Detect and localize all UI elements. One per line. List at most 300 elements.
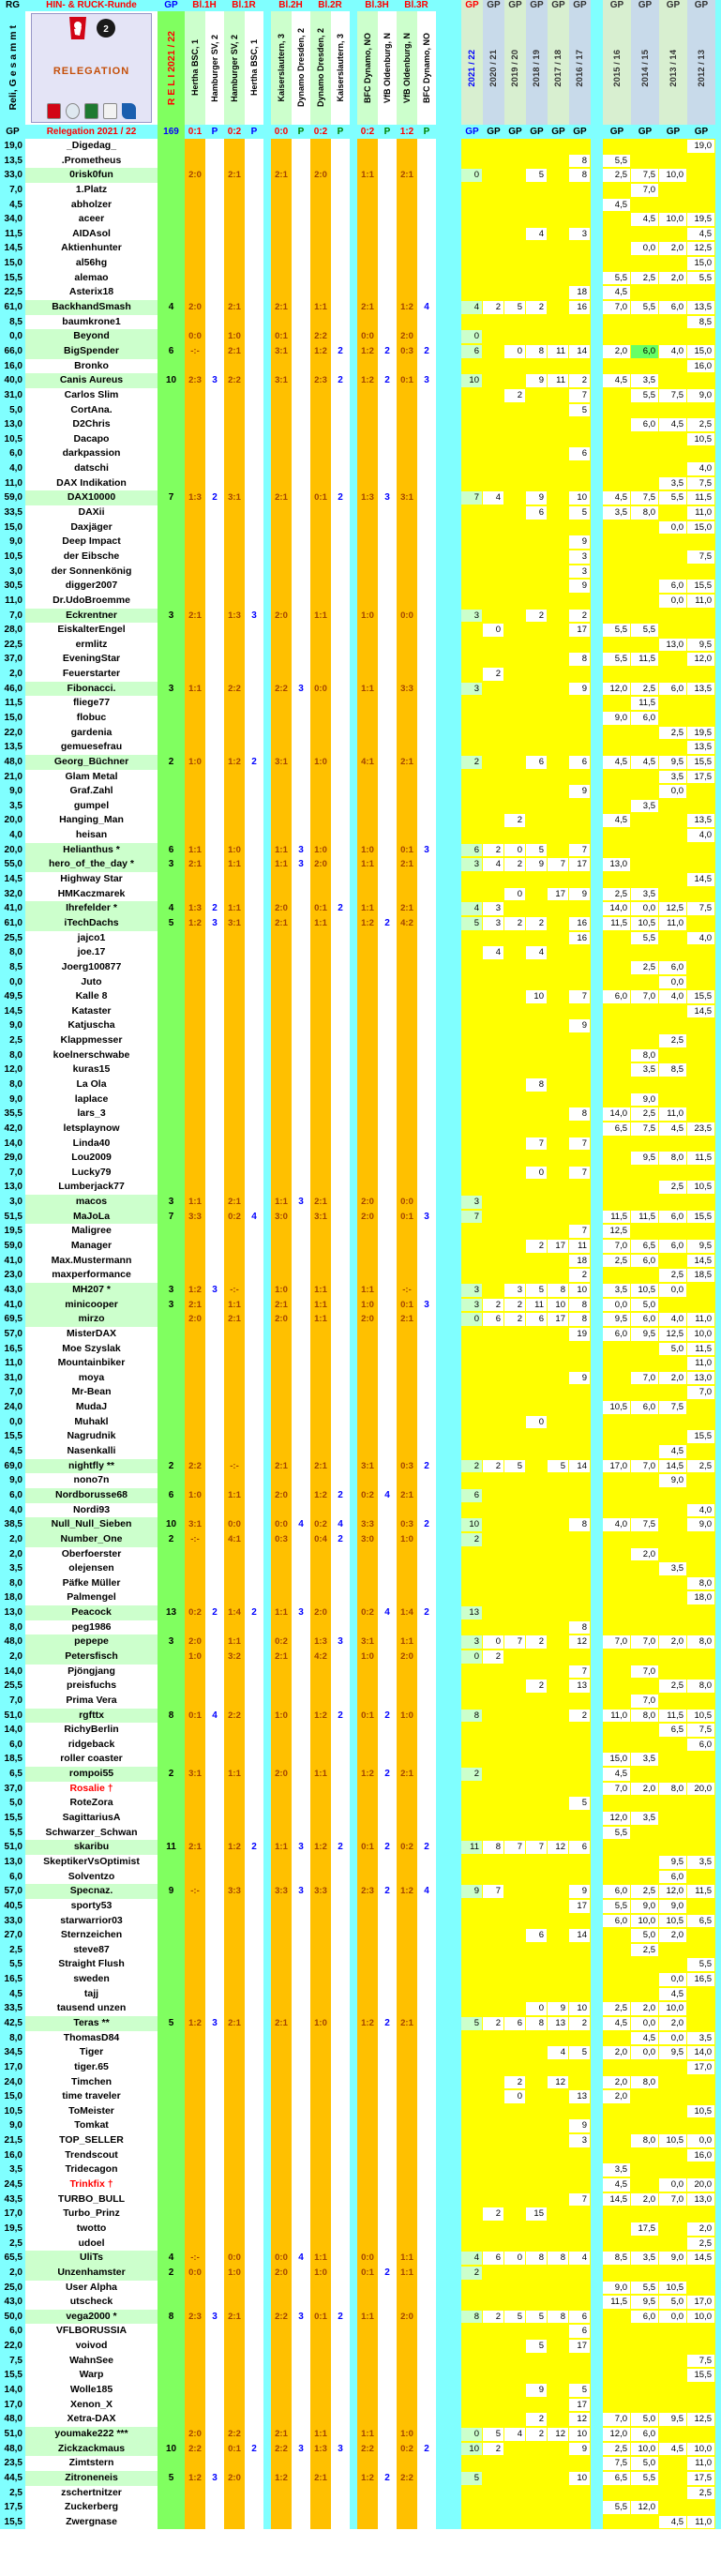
player-name[interactable]: Maligree (25, 1224, 158, 1239)
row-gap (436, 535, 461, 550)
prediction-cell (397, 1855, 417, 1870)
prediction-points-cell (292, 799, 310, 814)
gp-total-value (158, 1444, 185, 1459)
row-gap (350, 2237, 357, 2252)
season-points-cell (687, 154, 715, 169)
season-points-cell: 9 (569, 784, 591, 799)
season-points-cell (504, 271, 526, 286)
player-name[interactable]: Palmengel (25, 1590, 158, 1605)
player-name[interactable]: SagittariusA (25, 1811, 158, 1826)
season-points-cell (526, 1444, 548, 1459)
player-name[interactable]: Xetra-DAX (25, 2412, 158, 2427)
player-name[interactable]: pepepe (25, 1634, 158, 1650)
player-name[interactable]: lars_3 (25, 1107, 158, 1122)
player-name[interactable]: RoteZora (25, 1796, 158, 1811)
prediction-points-cell (205, 1767, 224, 1782)
prediction-cell (271, 2207, 292, 2222)
prediction-points-cell (378, 1517, 397, 1532)
player-name[interactable]: Muhakl (25, 1415, 158, 1430)
player-name[interactable]: Lumberjack77 (25, 1180, 158, 1195)
player-name[interactable]: time traveler (25, 2089, 158, 2104)
player-name[interactable]: sporty53 (25, 1899, 158, 1914)
player-name[interactable]: abholzer (25, 198, 158, 213)
prediction-cell (357, 550, 378, 565)
season-points-cell (526, 520, 548, 535)
player-name[interactable]: D2Chris (25, 417, 158, 432)
player-name[interactable]: Joerg100877 (25, 960, 158, 975)
player-name[interactable]: La Ola (25, 1077, 158, 1092)
player-name[interactable]: preisfuchs (25, 1679, 158, 1694)
player-name[interactable]: Juto (25, 975, 158, 990)
rank-value: 3,0 (0, 1195, 25, 1210)
season-points-cell (603, 1488, 631, 1503)
row-gap (263, 1473, 271, 1488)
row-gap (263, 300, 271, 315)
player-name[interactable]: Highway Star (25, 872, 158, 887)
player-name[interactable]: Unzenhamster (25, 2266, 158, 2281)
prediction-points-cell (245, 212, 263, 227)
player-name[interactable]: Canis Aureus (25, 373, 158, 388)
player-name[interactable]: minicooper (25, 1298, 158, 1313)
player-name[interactable]: utscheck (25, 2295, 158, 2310)
player-name[interactable]: Solventzo (25, 1870, 158, 1885)
player-name[interactable]: Null_Null_Sieben (25, 1517, 158, 1532)
row-gap (350, 2251, 357, 2266)
season-points-cell (603, 1957, 631, 1972)
prediction-cell (397, 1122, 417, 1137)
player-name[interactable]: kuras15 (25, 1062, 158, 1077)
player-name[interactable]: fliege77 (25, 696, 158, 711)
row-gap (263, 1444, 271, 1459)
row-gap (350, 1166, 357, 1181)
player-name[interactable]: aceer (25, 212, 158, 227)
season-points-cell (548, 241, 569, 256)
player-name[interactable]: skaribu (25, 1840, 158, 1855)
prediction-cell (357, 154, 378, 169)
player-name[interactable]: voivod (25, 2339, 158, 2354)
season-points-cell (603, 550, 631, 565)
season-points-cell (548, 2281, 569, 2296)
season-points-cell (603, 2354, 631, 2369)
prediction-points-cell (417, 828, 436, 843)
player-name[interactable]: roller coaster (25, 1752, 158, 1767)
player-name[interactable]: Pjöngjang (25, 1665, 158, 1680)
player-name[interactable]: BigSpender (25, 344, 158, 359)
player-name[interactable]: Graf.Zahl (25, 784, 158, 799)
player-name[interactable]: Beyond (25, 329, 158, 344)
gp-total-value (158, 1224, 185, 1239)
player-name[interactable]: Rosalie † (25, 1782, 158, 1797)
prediction-points-cell (245, 168, 263, 183)
season-points-cell (526, 1855, 548, 1870)
player-name[interactable]: Ihrefelder * (25, 901, 158, 916)
player-name[interactable]: Manager (25, 1239, 158, 1254)
table-row (0, 139, 721, 154)
season-points-cell (504, 1004, 526, 1019)
prediction-cell (271, 1899, 292, 1914)
player-name[interactable]: UliTs (25, 2251, 158, 2266)
player-name[interactable]: der Sonnenkönig (25, 565, 158, 580)
player-name[interactable]: laplace (25, 1092, 158, 1107)
prediction-points-cell (245, 2281, 263, 2296)
season-points-cell: 13 (548, 2016, 569, 2031)
player-name[interactable]: al56hg (25, 256, 158, 271)
prediction-cell (310, 1620, 331, 1635)
player-name[interactable]: alemao (25, 271, 158, 286)
row-gap (436, 1972, 461, 1987)
season-points-cell (569, 1957, 591, 1972)
player-name[interactable]: digger2007 (25, 579, 158, 594)
prediction-points-cell (205, 2001, 224, 2016)
player-name[interactable]: udoel (25, 2237, 158, 2252)
row-gap (350, 1620, 357, 1635)
season-points-cell (526, 1796, 548, 1811)
prediction-points-cell (417, 1767, 436, 1782)
player-name[interactable]: Teras ** (25, 2016, 158, 2031)
player-name[interactable]: Trendscout (25, 2148, 158, 2163)
player-name[interactable]: macos (25, 1195, 158, 1210)
player-name[interactable]: Glam Metal (25, 770, 158, 785)
player-name[interactable]: .Prometheus (25, 154, 158, 169)
prediction-cell (224, 652, 245, 667)
season-points-cell: 0,0 (659, 520, 687, 535)
prediction-cell (310, 1782, 331, 1797)
season-points-cell (548, 740, 569, 755)
player-name[interactable]: Dr.UdoBroemme (25, 594, 158, 609)
prediction-cell (271, 1062, 292, 1077)
player-name[interactable]: Tridecagon (25, 2162, 158, 2177)
player-name[interactable]: DAX10000 (25, 490, 158, 505)
player-name[interactable]: sweden (25, 1972, 158, 1987)
player-name[interactable]: Nasenkalli (25, 1444, 158, 1459)
row-end-cap (715, 1268, 721, 1283)
player-name[interactable]: darkpassion (25, 446, 158, 461)
player-name[interactable]: DAX Indikation (25, 476, 158, 491)
player-name[interactable]: iTechDachs (25, 916, 158, 931)
season-points-cell: 4,0 (659, 344, 687, 359)
player-name[interactable]: WahnSee (25, 2354, 158, 2369)
table-row (0, 1957, 721, 1972)
rank-value: 5,0 (0, 1796, 25, 1811)
season-points-cell: 6 (569, 755, 591, 770)
player-name[interactable]: Daxjäger (25, 520, 158, 535)
prediction-cell (185, 1224, 205, 1239)
season-points-cell (483, 1429, 504, 1444)
season-points-cell: 2,0 (603, 2075, 631, 2090)
season-points-cell: 2 (504, 813, 526, 828)
row-gap (350, 2075, 357, 2090)
prediction-cell (224, 271, 245, 286)
season-points-cell (526, 2060, 548, 2075)
player-name[interactable]: Lucky79 (25, 1166, 158, 1181)
player-name[interactable]: RichyBerlin (25, 1723, 158, 1738)
player-name[interactable]: datschi (25, 461, 158, 476)
season-points-cell (526, 623, 548, 638)
prediction-points-cell (205, 359, 224, 374)
player-name[interactable]: vega2000 * (25, 2310, 158, 2325)
season-points-cell (461, 1062, 483, 1077)
prediction-points-cell (205, 1137, 224, 1152)
player-name[interactable]: Moe Szyslak (25, 1342, 158, 1357)
player-name[interactable]: Linda40 (25, 1137, 158, 1152)
season-points-cell (631, 1840, 659, 1855)
player-name[interactable]: Timchen (25, 2075, 158, 2090)
prediction-points-cell (205, 1004, 224, 1019)
prediction-points-cell (245, 2207, 263, 2222)
player-name[interactable]: Specnaz. (25, 1884, 158, 1899)
prediction-cell: 1:1 (185, 682, 205, 697)
player-name[interactable]: User Alpha (25, 2281, 158, 2296)
player-name[interactable]: rgfttx (25, 1709, 158, 1724)
player-name[interactable]: ridgeback (25, 1738, 158, 1753)
player-name[interactable]: BackhandSmash (25, 300, 158, 315)
prediction-cell (271, 2222, 292, 2237)
player-name[interactable]: EveningStar (25, 652, 158, 667)
player-name[interactable]: Mr-Bean (25, 1385, 158, 1400)
prediction-cell (397, 1576, 417, 1591)
prediction-cell (271, 198, 292, 213)
season-points-cell: 6 (526, 1928, 548, 1943)
row-gap (350, 1371, 357, 1386)
player-name[interactable]: hero_of_the_day * (25, 857, 158, 872)
gp-total-value (158, 271, 185, 286)
player-name[interactable]: Tiger (25, 2045, 158, 2060)
row-gap (436, 1195, 461, 1210)
player-name[interactable]: Xenon_X (25, 2398, 158, 2413)
player-name[interactable]: MudaJ (25, 1400, 158, 1415)
prediction-cell (271, 1429, 292, 1444)
season-points-cell (548, 2089, 569, 2104)
player-name[interactable]: gardenia (25, 726, 158, 741)
row-gap (263, 1180, 271, 1195)
season-points-cell (548, 1415, 569, 1430)
season-points-cell (631, 784, 659, 799)
player-name[interactable]: Dacapo (25, 432, 158, 447)
player-name[interactable]: peg1986 (25, 1620, 158, 1635)
player-name[interactable]: Mountainbiker (25, 1356, 158, 1371)
player-name[interactable]: Zickzackmaus (25, 2442, 158, 2457)
player-name[interactable]: AIDAsol (25, 227, 158, 242)
season-points-cell: 2 (483, 1650, 504, 1665)
prediction-cell (185, 2383, 205, 2398)
player-name[interactable]: Trinkfix † (25, 2177, 158, 2192)
player-name[interactable]: Helianthus * (25, 843, 158, 858)
player-name[interactable]: Feuerstarter (25, 667, 158, 682)
player-name[interactable]: Number_One (25, 1532, 158, 1547)
row-gap (436, 887, 461, 902)
player-name[interactable]: jajco1 (25, 931, 158, 946)
player-name[interactable]: Max.Mustermann (25, 1254, 158, 1269)
player-name[interactable]: youmake222 *** (25, 2427, 158, 2442)
prediction-cell (271, 1943, 292, 1958)
prediction-points-cell: 2 (331, 1488, 350, 1503)
player-name[interactable]: SkeptikerVsOptimist (25, 1855, 158, 1870)
season-points-cell (659, 843, 687, 858)
player-name[interactable]: gumpel (25, 799, 158, 814)
player-name[interactable]: Fibonacci. (25, 682, 158, 697)
player-name[interactable]: Carlos Slim (25, 388, 158, 403)
season-points-cell (659, 2118, 687, 2133)
player-name[interactable]: Sternzeichen (25, 1928, 158, 1943)
player-name[interactable]: letsplaynow (25, 1122, 158, 1137)
player-name[interactable]: Aktienhunter (25, 241, 158, 256)
season-points-cell (461, 726, 483, 741)
player-name[interactable]: Georg_Büchner (25, 755, 158, 770)
player-name[interactable]: Nordborusse68 (25, 1488, 158, 1503)
prediction-cell: 2:0 (357, 1195, 378, 1210)
row-gap (591, 271, 603, 286)
prediction-points-cell (378, 1048, 397, 1063)
prediction-points-cell (245, 490, 263, 505)
player-name[interactable]: moya (25, 1371, 158, 1386)
prediction-points-cell (205, 1033, 224, 1048)
player-name[interactable]: Hanging_Man (25, 813, 158, 828)
player-name[interactable]: Straight Flush (25, 1957, 158, 1972)
season-points-cell (526, 1650, 548, 1665)
player-name[interactable]: ToMeister (25, 2104, 158, 2119)
player-name[interactable]: Warp (25, 2368, 158, 2383)
row-gap (350, 828, 357, 843)
player-name[interactable]: maxperformance (25, 1268, 158, 1283)
player-name[interactable]: Eckrentner (25, 609, 158, 624)
player-name[interactable]: 1.Platz (25, 183, 158, 198)
row-gap (436, 2192, 461, 2207)
player-name[interactable]: der Eibsche (25, 550, 158, 565)
prediction-cell: 1:0 (310, 2016, 331, 2031)
gp-total-value (158, 1590, 185, 1605)
prediction-points-cell (245, 1488, 263, 1503)
player-name[interactable]: mirzo (25, 1312, 158, 1327)
season-points-cell: 3 (461, 609, 483, 624)
season-points-cell (631, 667, 659, 682)
player-name[interactable]: Lou2009 (25, 1151, 158, 1166)
season-points-cell (483, 1283, 504, 1298)
season-points-cell (548, 403, 569, 418)
player-name[interactable]: CortAna. (25, 403, 158, 418)
prediction-cell (185, 2133, 205, 2148)
prediction-points-cell: 3 (292, 1195, 310, 1210)
season-points-cell (631, 432, 659, 447)
player-name[interactable]: gemuesefrau (25, 740, 158, 755)
player-name[interactable]: TURBO_BULL (25, 2192, 158, 2207)
prediction-points-cell (205, 1650, 224, 1665)
player-name[interactable]: rompoi55 (25, 1767, 158, 1782)
player-name[interactable]: tajj (25, 1987, 158, 2002)
season-points-cell: 11 (548, 373, 569, 388)
prediction-points-cell (292, 2281, 310, 2296)
player-name[interactable]: Nordi93 (25, 1503, 158, 1518)
player-name[interactable]: starwarrior03 (25, 1914, 158, 1929)
player-name[interactable]: heisan (25, 828, 158, 843)
prediction-points-cell (205, 711, 224, 726)
player-name[interactable]: VFLBORUSSIA (25, 2324, 158, 2339)
prediction-cell (310, 139, 331, 154)
player-name[interactable]: Katjuscha (25, 1018, 158, 1033)
player-name[interactable]: twotto (25, 2222, 158, 2237)
player-name[interactable]: Peacock (25, 1605, 158, 1620)
season-points-cell (483, 2222, 504, 2237)
season-points-cell (504, 1899, 526, 1914)
player-name[interactable]: Wolle185 (25, 2383, 158, 2398)
player-name[interactable]: Petersfisch (25, 1650, 158, 1665)
player-name[interactable]: Bronko (25, 359, 158, 374)
row-gap (591, 931, 603, 946)
season-points-cell (504, 755, 526, 770)
prediction-cell (185, 1928, 205, 1943)
player-name[interactable]: Prima Vera (25, 1694, 158, 1709)
prediction-points-cell (417, 417, 436, 432)
player-name[interactable]: steve87 (25, 1943, 158, 1958)
prediction-cell: 1:1 (397, 2251, 417, 2266)
player-name[interactable]: Nagrudnik (25, 1429, 158, 1444)
player-name[interactable]: ermlitz (25, 638, 158, 653)
row-gap (591, 1987, 603, 2002)
player-name[interactable]: MH207 * (25, 1283, 158, 1298)
row-gap (591, 1033, 603, 1048)
row-gap (350, 1077, 357, 1092)
player-name[interactable]: baumkrone1 (25, 315, 158, 330)
player-name[interactable]: _Digedag_ (25, 139, 158, 154)
season-points-cell (461, 799, 483, 814)
player-name[interactable]: Klappmesser (25, 1033, 158, 1048)
player-name[interactable]: nono7n (25, 1473, 158, 1488)
season-points-cell (461, 887, 483, 902)
player-name[interactable]: TOP_SELLER (25, 2133, 158, 2148)
season-points-cell (504, 1503, 526, 1518)
prediction-points-cell (331, 2031, 350, 2046)
player-name[interactable]: Päfke Müller (25, 1576, 158, 1591)
season-points-cell (548, 1752, 569, 1767)
gp-total-value (158, 241, 185, 256)
player-name[interactable]: Kataster (25, 1004, 158, 1019)
prediction-points-cell: 2 (417, 2442, 436, 2457)
prediction-cell: 2:0 (185, 1634, 205, 1650)
player-name[interactable]: joe.17 (25, 945, 158, 960)
row-gap (591, 1590, 603, 1605)
player-name[interactable]: flobuc (25, 711, 158, 726)
player-name[interactable]: DAXii (25, 505, 158, 520)
prediction-points-cell (245, 1855, 263, 1870)
season-points-cell (483, 359, 504, 374)
player-name[interactable]: tausend unzen (25, 2001, 158, 2016)
player-name[interactable]: Tomkat (25, 2118, 158, 2133)
prediction-points-cell (245, 1077, 263, 1092)
row-end-cap (715, 373, 721, 388)
season-points-cell (483, 520, 504, 535)
player-name[interactable]: MaJoLa (25, 1210, 158, 1225)
player-name[interactable]: Kalle 8 (25, 989, 158, 1004)
player-name[interactable]: Schwarzer_Schwan (25, 1826, 158, 1841)
player-name[interactable]: MisterDAX (25, 1327, 158, 1342)
prediction-cell: 3:1 (357, 1459, 378, 1474)
player-name[interactable]: HMKaczmarek (25, 887, 158, 902)
player-name[interactable]: Asterix18 (25, 285, 158, 300)
prediction-points-cell (292, 1033, 310, 1048)
player-name[interactable]: tiger.65 (25, 2060, 158, 2075)
player-name[interactable]: 0risk0fun (25, 168, 158, 183)
season-points-cell (504, 1928, 526, 1943)
player-name[interactable]: koelnerschwabe (25, 1048, 158, 1063)
prediction-cell: 2:1 (224, 168, 245, 183)
player-name[interactable]: EiskalterEngel (25, 623, 158, 638)
player-name[interactable]: olejensen (25, 1561, 158, 1576)
player-name[interactable]: nightfly ** (25, 1459, 158, 1474)
player-name[interactable]: Turbo_Prinz (25, 2207, 158, 2222)
player-name[interactable]: ThomasD84 (25, 2031, 158, 2046)
player-name[interactable]: Oberfoerster (25, 1547, 158, 1562)
season-points-cell (483, 1473, 504, 1488)
player-name[interactable]: Deep Impact (25, 535, 158, 550)
